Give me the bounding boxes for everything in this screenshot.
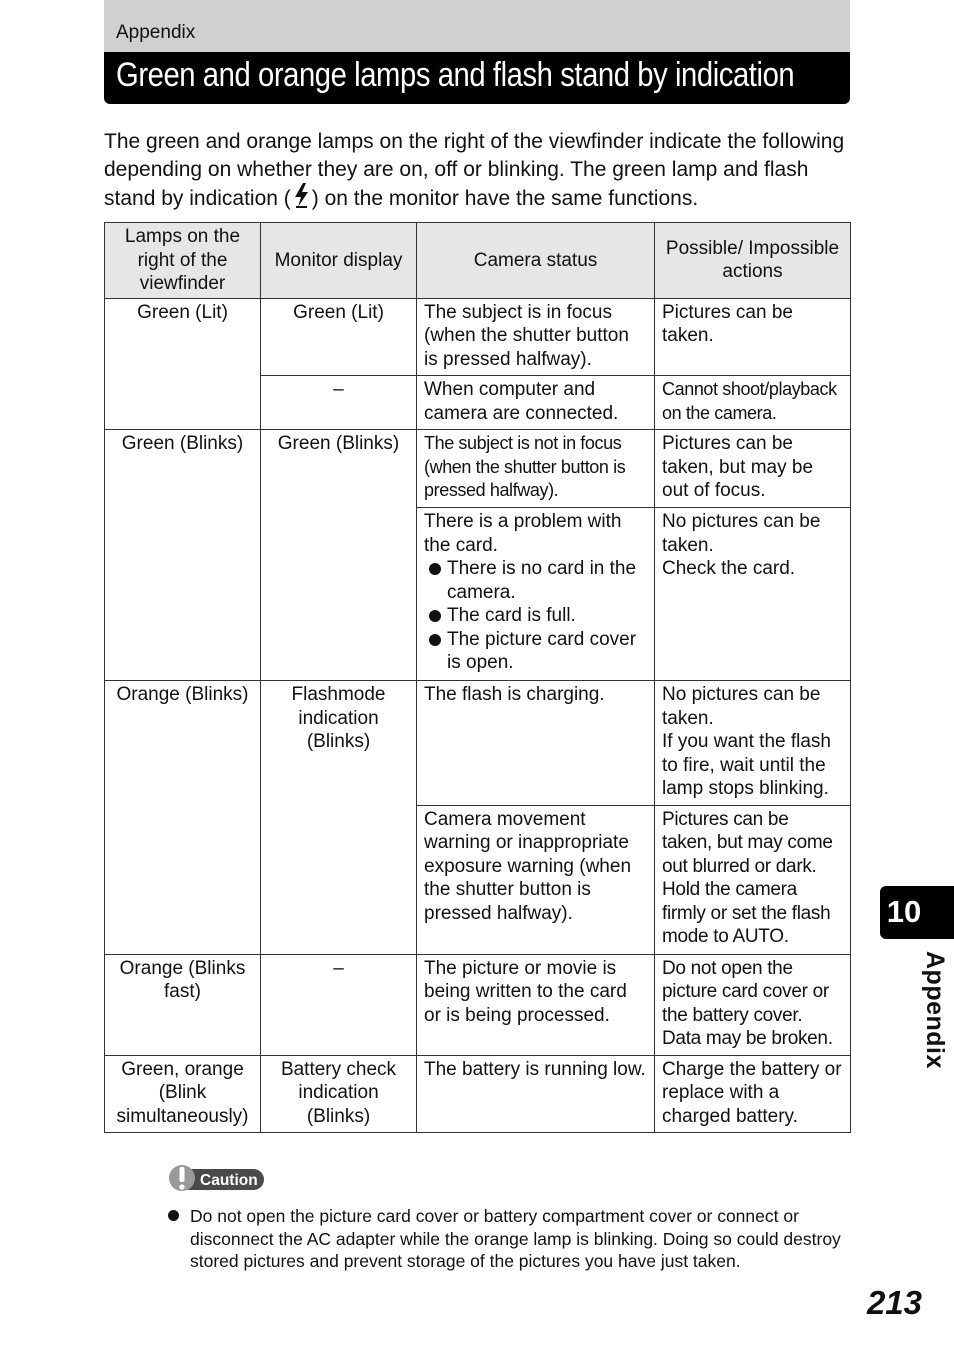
- status-cell: Camera movement warning or inappropriate exposure warning (when the shutter button is pressed halfway).: [417, 805, 655, 954]
- status-cell: The flash is charging.: [417, 681, 655, 806]
- section-header-bar: [104, 0, 850, 52]
- status-cell: The subject is not in focus (when the shutter button is pressed halfway).: [417, 430, 655, 508]
- action-cell: No pictures can be taken. Check the card.: [655, 508, 851, 681]
- table-row: [105, 298, 851, 376]
- header-lamps: Lamps on the right of the viewfinder: [105, 223, 261, 299]
- lamp-status-table: [104, 222, 851, 1133]
- status-cell: When computer and camera are connected.: [417, 376, 655, 430]
- monitor-cell: Flashmode indication (Blinks): [261, 681, 417, 955]
- caution-note: [168, 1205, 858, 1273]
- table-row: [105, 430, 851, 508]
- list-item: The picture card cover is open.: [424, 628, 647, 675]
- header-actions: Possible/ Impossible actions: [655, 223, 851, 299]
- title-bar: [104, 52, 850, 104]
- lamp-cell: Green (Blinks): [105, 430, 261, 681]
- action-cell: No pictures can be taken. If you want the flash to fire, wait until the lamp stops blinking.: [655, 681, 851, 806]
- action-cell: Pictures can be taken, but may be out of focus.: [655, 430, 851, 508]
- table-row: [105, 954, 851, 1055]
- action-cell: Pictures can be taken, but may come out blurred or dark. Hold the camera firmly or set the flash mode to AUTO.: [655, 805, 851, 954]
- monitor-cell: Green (Lit): [261, 298, 417, 376]
- intro-paragraph: [104, 128, 854, 213]
- intro-text-before: The green and orange lamps on the right of the viewfinder indicate the following depending on whether they are on, off or blinking. The green lamp and flash stand by indication (: [104, 130, 845, 210]
- status-text: There is a problem with the card.: [424, 511, 622, 556]
- table-row: [105, 681, 851, 806]
- action-cell: Charge the battery or replace with a charged battery.: [655, 1055, 851, 1133]
- problem-list: [424, 557, 647, 675]
- monitor-cell: Green (Blinks): [261, 430, 417, 681]
- action-cell: Pictures can be taken.: [655, 298, 851, 376]
- lamp-cell: Green (Lit): [105, 298, 261, 430]
- status-cell: The battery is running low.: [417, 1055, 655, 1133]
- intro-text-after: ) on the monitor have the same functions.: [311, 187, 699, 210]
- status-cell: The subject is in focus (when the shutter button is pressed halfway).: [417, 298, 655, 376]
- page-number: 213: [866, 1284, 922, 1321]
- header-status: Camera status: [417, 223, 655, 299]
- chapter-tab: [880, 886, 954, 939]
- list-item: The card is full.: [424, 604, 647, 628]
- table-row: [105, 1055, 851, 1133]
- monitor-cell: Battery check indication (Blinks): [261, 1055, 417, 1133]
- page-title: Green and orange lamps and flash stand by indication: [116, 56, 795, 94]
- flash-standby-icon: [293, 183, 310, 209]
- action-cell: Cannot shoot/playback on the camera.: [655, 376, 851, 430]
- lamp-cell: Orange (Blinks fast): [105, 954, 261, 1055]
- section-label: Appendix: [116, 22, 196, 43]
- bullet-icon: [168, 1210, 179, 1221]
- caution-text: Do not open the picture card cover or battery compartment cover or connect or disconnect the AC adapter while the orange lamp is blinking. Doing so could destroy stored pictures and prevent storage of the pictures you have just taken.: [190, 1206, 841, 1271]
- chapter-number: 10: [886, 894, 922, 929]
- lamp-cell: Green, orange (Blink simultaneously): [105, 1055, 261, 1133]
- lamp-cell: Orange (Blinks): [105, 681, 261, 955]
- status-cell: [417, 508, 655, 681]
- status-cell: The picture or movie is being written to the card or is being processed.: [417, 954, 655, 1055]
- action-cell: Do not open the picture card cover or the battery cover. Data may be broken.: [655, 954, 851, 1055]
- list-item: There is no card in the camera.: [424, 557, 647, 604]
- caution-badge: [168, 1164, 266, 1192]
- monitor-cell: –: [261, 954, 417, 1055]
- table-header-row: [105, 223, 851, 299]
- chapter-side-label: Appendix: [921, 951, 949, 1069]
- caution-label: Caution: [200, 1172, 258, 1189]
- monitor-cell: –: [261, 376, 417, 430]
- header-monitor: Monitor display: [261, 223, 417, 299]
